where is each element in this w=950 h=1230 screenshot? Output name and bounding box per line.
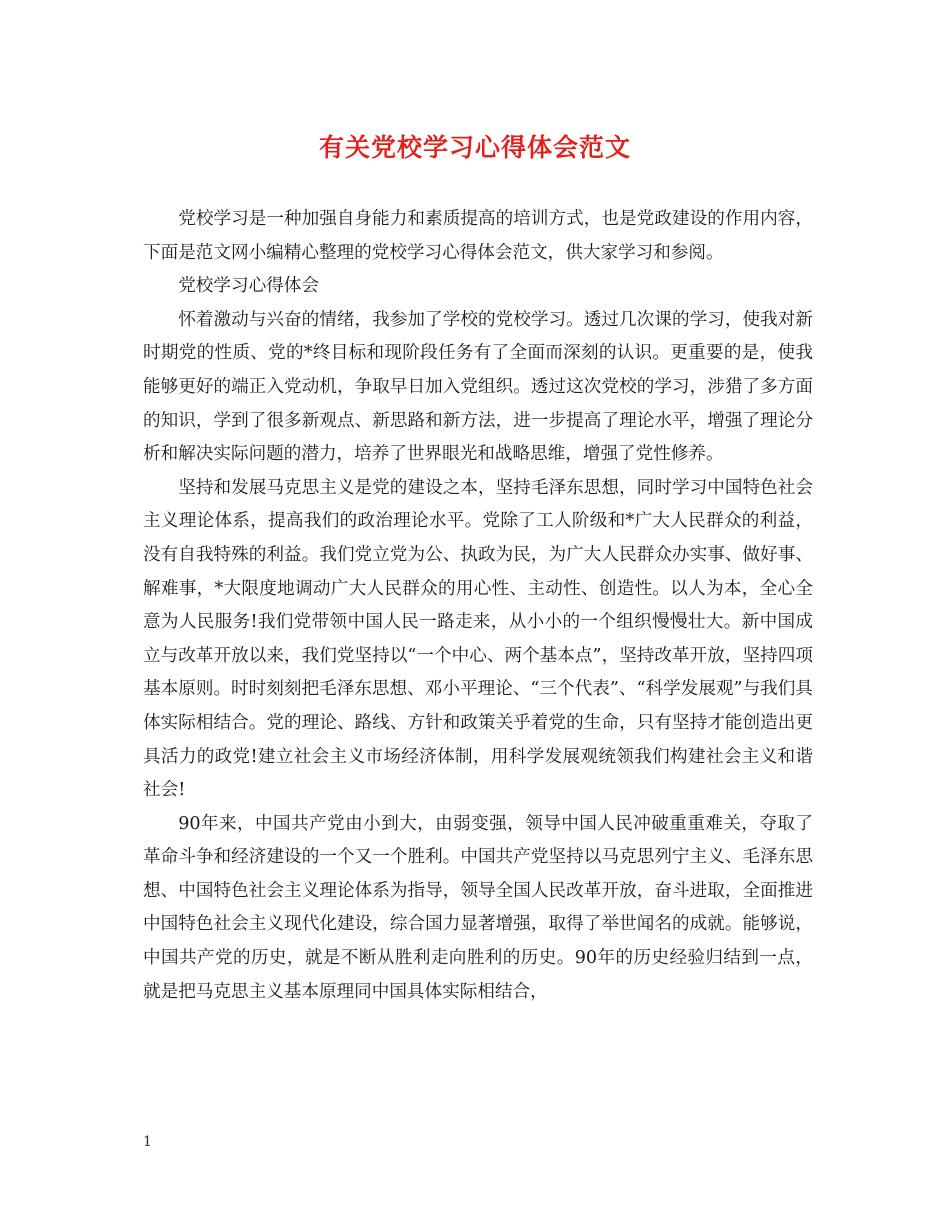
section-heading: 党校学习心得体会 — [178, 276, 319, 297]
document-title: 有关党校学习心得体会范文 — [318, 133, 631, 162]
paragraph-2: 坚持和发展马克思主义是党的建设之本，坚持毛泽东思想，同时学习中国特色社会主义理论体系，提高我们的政治理论水平。党除了工人阶级和*广大人民群众的利益，没有自我特殊的利益。我们党立党为公、执政为民，为广大人民群众办实事、做好事、解难事，*大限度地调动广大人民群众的用心性、主动性、创造性。以人为本，全心全意为人民服务!我们党带领中国人民一路走来，从小小的一个组织慢慢壮大。新中国成立与改革开放以来，我们党坚持以“一个中心、两个基本点”，坚持改革开放，坚持四项基本原则。时时刻刻把毛泽东思想、邓小平理论、“三个代表”、“科学发展观”与我们具体实际相结合。党的理论、路线、方针和政策关乎着党的生命，只有坚持才能创造出更具活力的政党!建立社会主义市场经济体制，用科学发展观统领我们构建社会主义和谐社会! — [143, 477, 813, 801]
page-number: 1 — [143, 1134, 152, 1150]
document-body — [143, 203, 813, 1009]
paragraph-3: 90年来，中国共产党由小到大，由弱变强，领导中国人民冲破重重难关，夺取了革命斗争和经济建设的一个又一个胜利。中国共产党坚持以马克思列宁主义、毛泽东思想、中国特色社会主义理论体系为指导，领导全国人民改革开放，奋斗进取，全面推进中国特色社会主义现代化建设，综合国力显著增强，取得了举世闻名的成就。能够说，中国共产党的历史，就是不断从胜利走向胜利的历史。90年的历史经验归结到一点，就是把马克思主义基本原理同中国具体实际相结合， — [143, 813, 813, 1002]
paragraph-intro: 党校学习是一种加强自身能力和素质提高的培训方式，也是党政建设的作用内容，下面是范文网小编精心整理的党校学习心得体会范文，供大家学习和参阅。 — [143, 209, 813, 263]
paragraph-1: 怀着激动与兴奋的情绪，我参加了学校的党校学习。透过几次课的学习，使我对新时期党的性质、党的*终目标和现阶段任务有了全面而深刻的认识。更重要的是，使我能够更好的端正入党动机，争取早日加入党组织。透过这次党校的学习，涉猎了多方面的知识，学到了很多新观点、新思路和新方法，进一步提高了理论水平，增强了理论分析和解决实际问题的潜力，培养了世界眼光和战略思维，增强了党性修养。 — [143, 309, 813, 465]
